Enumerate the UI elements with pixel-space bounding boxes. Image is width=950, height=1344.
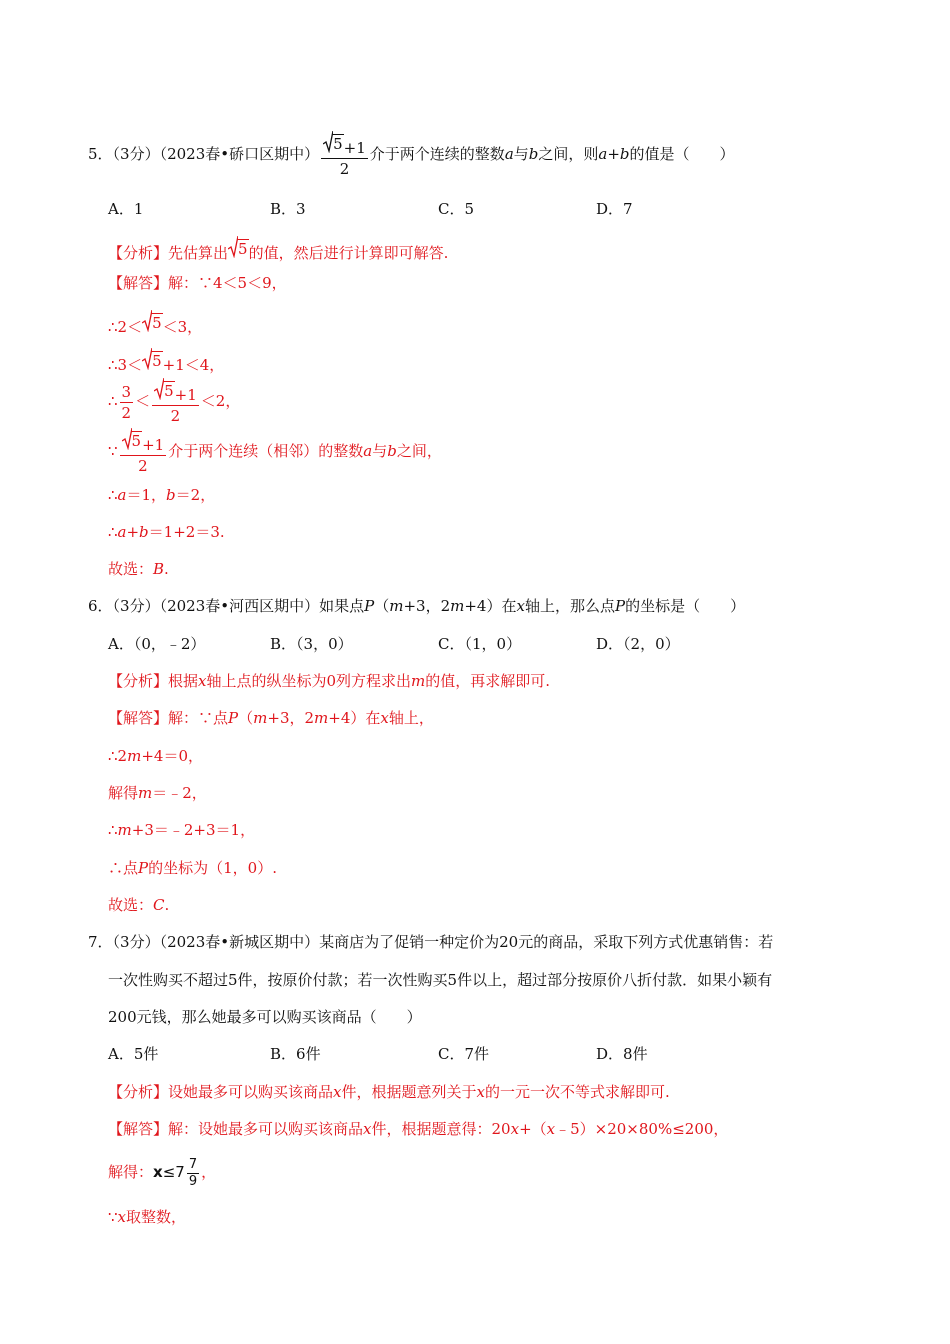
q5-step-2: ∴3＜ 5 +1＜4， [108, 348, 224, 375]
q6-option-b: B．（3，0） [270, 635, 353, 653]
q5-step-1: ∴2＜ 5 ＜3， [108, 310, 202, 337]
q7-analysis: 【分析】设她最多可以购买该商品x件，根据题意列关于x的一元一次不等式求解即可. [108, 1083, 670, 1101]
q6-choice: 故选：C. [108, 896, 170, 914]
q6-option-c: C．（1，0） [438, 635, 522, 653]
q7-stem-line-3: 200元钱，那么她最多可以购买该商品（ ） [108, 1008, 422, 1026]
q6-option-a: A．（0，﹣2） [108, 635, 206, 653]
q6-step-2: 解得m＝﹣2， [108, 784, 207, 802]
q7-option-a: A．5件 [108, 1045, 159, 1063]
q6-option-d: D．（2，0） [596, 635, 680, 653]
q5-step-3: ∴ $\frac{3}{2}$ ＜ 5 +1 2 ＜2， [108, 378, 240, 426]
q5-step-5: ∴a＝1，b＝2， [108, 486, 216, 504]
q7-step-1: 解得：x≤7 $\frac{7}{9}$ ， [108, 1156, 217, 1189]
q7-stem-line-2: 一次性购买不超过5件，按原价付款；若一次性购买5件以上，超过部分按原价八折付款．如果小颖有 [108, 971, 773, 989]
q5-option-c: C．5 [438, 200, 475, 218]
q7-option-c: C．7件 [438, 1045, 490, 1063]
q7-stem-line-1: 7．（3分）（2023春•新城区期中）某商店为了促销一种定价为20元的商品，采取下列方式优惠销售：若 [88, 933, 774, 951]
q5-stem: 5．（3分）（2023春•硚口区期中） 5 +1 2 介于两个连续的整数a与b之间，则a+b的值是（ ） [88, 128, 735, 180]
q5-option-a: A．1 [108, 200, 144, 218]
q6-stem: 6．（3分）（2023春•河西区期中）如果点P（m+3，2m+4）在x轴上，那么点P的坐标是（ ） [88, 597, 746, 615]
q5-step-6: ∴a+b＝1+2＝3. [108, 523, 225, 541]
q6-step-4: ∴点P的坐标为（1，0）. [108, 859, 277, 877]
q5-analysis: 【分析】先估算出 5 的值，然后进行计算即可解答. [108, 236, 448, 263]
q5-step-4: ∵ 5 +1 2 介于两个连续（相邻）的整数a与b之间， [108, 428, 442, 476]
q6-answer: 【解答】解：∵点P（m+3，2m+4）在x轴上， [108, 709, 434, 727]
q5-option-b: B．3 [270, 200, 306, 218]
q6-step-3: ∴m+3＝﹣2+3＝1， [108, 821, 256, 839]
q5-option-d: D．7 [596, 200, 633, 218]
q5-choice: 故选：B. [108, 560, 169, 578]
q5-answer: 【解答】解：∵4＜5＜9， [108, 274, 287, 292]
q7-option-b: B．6件 [270, 1045, 321, 1063]
q7-option-d: D．8件 [596, 1045, 648, 1063]
q5-fraction: 5 +1 2 [321, 131, 368, 179]
q7-answer: 【解答】解：设她最多可以购买该商品x件，根据题意得：20x+（x﹣5）×20×80%≤200， [108, 1120, 729, 1138]
q7-step-2: ∵x取整数， [108, 1208, 187, 1226]
q6-analysis: 【分析】根据x轴上点的纵坐标为0列方程求出m的值，再求解即可. [108, 672, 551, 690]
q6-step-1: ∴2m+4＝0， [108, 747, 203, 765]
